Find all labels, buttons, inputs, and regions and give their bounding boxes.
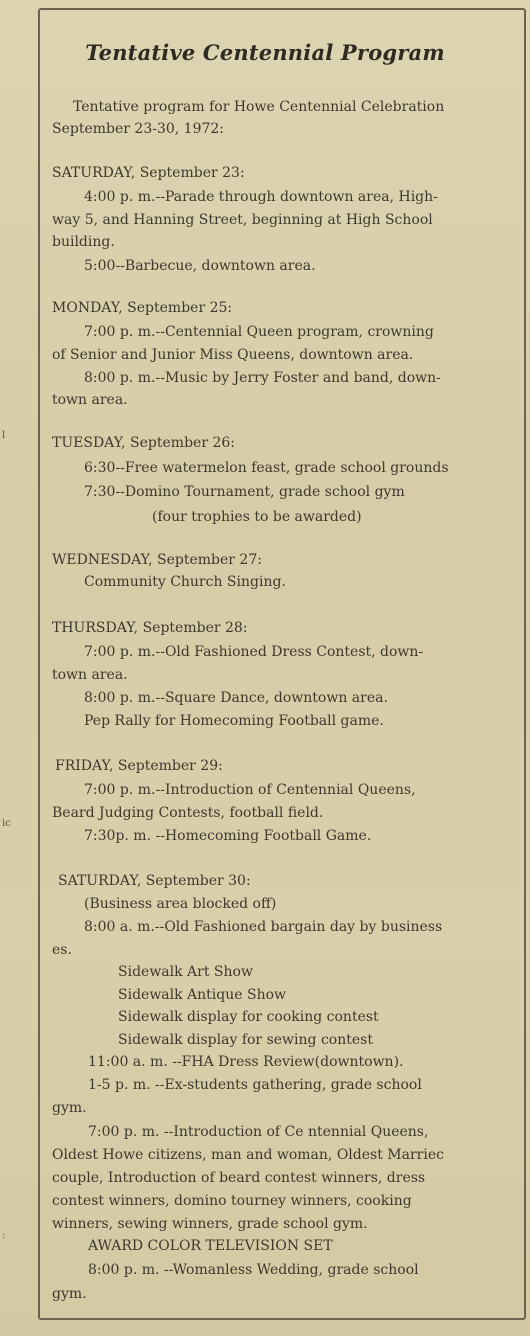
program-line: 1-5 p. m. --Ex-students gathering, grade school: [88, 1077, 422, 1093]
day-heading: WEDNESDAY, September 27:: [52, 552, 262, 568]
day-heading: SATURDAY, September 30:: [58, 873, 251, 889]
program-line: Oldest Howe citizens, man and woman, Oldest Marriec: [52, 1147, 444, 1163]
program-line: 7:00 p. m. --Introduction of Ce ntennial Queens,: [88, 1124, 429, 1140]
program-line: of Senior and Junior Miss Queens, downtown area.: [52, 347, 414, 363]
program-line: (four trophies to be awarded): [152, 509, 362, 525]
program-line: 8:00 p. m. --Womanless Wedding, grade school: [88, 1262, 419, 1278]
program-line: contest winners, domino tourney winners, cooking: [52, 1193, 412, 1209]
program-line: building.: [52, 234, 115, 250]
program-line: 7:00 p. m.--Old Fashioned Dress Contest, down-: [84, 644, 424, 660]
program-line: gym.: [52, 1286, 87, 1302]
program-line: 8:00 p. m.--Square Dance, downtown area.: [84, 690, 388, 706]
article-title: Tentative Centennial Program: [85, 40, 445, 65]
program-line: 6:30--Free watermelon feast, grade school grounds: [84, 460, 449, 476]
program-line: winners, sewing winners, grade school gym.: [52, 1216, 368, 1232]
program-line: couple, Introduction of beard contest winners, dress: [52, 1170, 426, 1186]
program-line: 7:00 p. m.--Centennial Queen program, crowning: [84, 324, 434, 340]
program-line: 7:30--Domino Tournament, grade school gym: [84, 484, 405, 500]
program-line: Sidewalk Art Show: [118, 964, 253, 980]
program-line: Beard Judging Contests, football field.: [52, 805, 324, 821]
day-heading: THURSDAY, September 28:: [52, 620, 248, 636]
day-heading: MONDAY, September 25:: [52, 300, 233, 316]
intro-line: September 23-30, 1972:: [52, 121, 225, 137]
program-line: town area.: [52, 667, 128, 683]
program-line: es.: [52, 942, 72, 958]
day-heading: FRIDAY, September 29:: [55, 758, 223, 774]
program-line: town area.: [52, 392, 128, 408]
program-line: 11:00 a. m. --FHA Dress Review(downtown).: [88, 1054, 404, 1070]
program-line: 8:00 a. m.--Old Fashioned bargain day by business: [84, 919, 443, 935]
program-line: Sidewalk display for cooking contest: [118, 1009, 379, 1025]
program-line: 5:00--Barbecue, downtown area.: [84, 258, 316, 274]
program-line: gym.: [52, 1100, 87, 1116]
margin-mark: :: [2, 1230, 6, 1241]
intro-line: Tentative program for Howe Centennial Celebration: [73, 99, 445, 115]
program-line: 7:00 p. m.--Introduction of Centennial Queens,: [84, 782, 416, 798]
program-line: AWARD COLOR TELEVISION SET: [88, 1238, 333, 1254]
program-line: 8:00 p. m.--Music by Jerry Foster and band, down-: [84, 370, 441, 386]
margin-mark: l: [2, 430, 6, 441]
program-line: way 5, and Hanning Street, beginning at High School: [52, 212, 433, 228]
program-line: Sidewalk Antique Show: [118, 987, 287, 1003]
day-heading: SATURDAY, September 23:: [52, 165, 245, 181]
program-line: (Business area blocked off): [84, 896, 277, 912]
program-line: 4:00 p. m.--Parade through downtown area, High-: [84, 189, 438, 205]
program-line: Community Church Singing.: [84, 574, 286, 590]
program-line: Pep Rally for Homecoming Football game.: [84, 713, 384, 729]
program-line: 7:30p. m. --Homecoming Football Game.: [84, 828, 372, 844]
program-line: Sidewalk display for sewing contest: [118, 1032, 373, 1048]
margin-mark: ic: [2, 818, 11, 829]
day-heading: TUESDAY, September 26:: [52, 435, 235, 451]
